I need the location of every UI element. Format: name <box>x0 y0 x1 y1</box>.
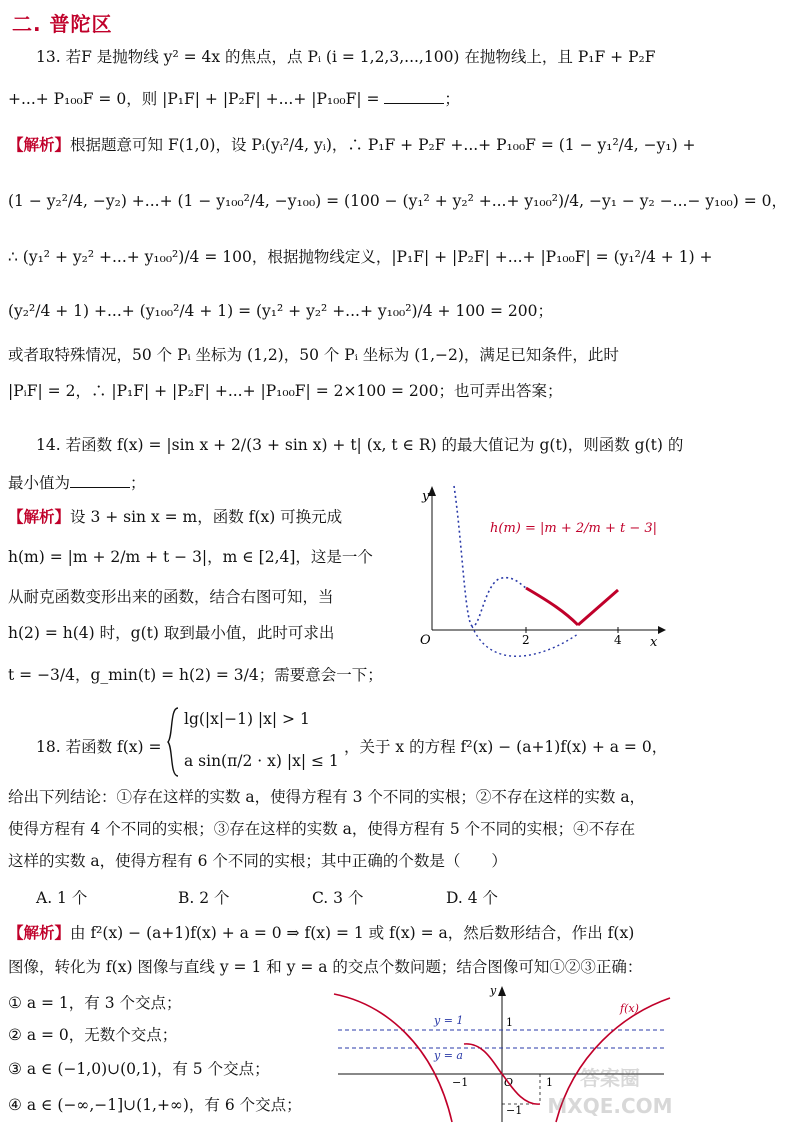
tick-y-neg1: −1 <box>506 1104 523 1117</box>
sol13-line4: (y₂²/4 + 1) +...+ (y₁₀₀²/4 + 1) = (y₁² + y₂² +...+ y₁₀₀²)/4 + 100 = 200； <box>8 302 553 320</box>
h-m-curve-left <box>526 588 578 625</box>
q13-line1: 13. 若F 是抛物线 y² = 4x 的焦点，点 Pᵢ (i = 1,2,3,...,100) 在抛物线上，且 P₁F + P₂F <box>36 48 656 66</box>
origin-label: O <box>420 633 431 648</box>
sol14-line4: h(2) = h(4) 时，g(t) 取到最小值，此时可求出 <box>8 624 335 642</box>
label-y-1: y = 1 <box>434 1014 464 1027</box>
sol18-text1: 由 f²(x) − (a+1)f(x) + a = 0 ⇒ f(x) = 1 或 f(x) = a，然后数形结合，作出 f(x) <box>70 924 635 942</box>
sol18-line2: 图像，转化为 f(x) 图像与直线 y = 1 和 y = a 的交点个数问题；结合图像可知①②③正确： <box>8 958 643 976</box>
sol13-line2: (1 − y₂²/4, −y₂) +...+ (1 − y₁₀₀²/4, −y₁₀₀) = (100 − (y₁² + y₂² +...+ y₁₀₀²)/4, −y₁ − y₂ −...− y₁₀₀) = 0， <box>8 192 787 210</box>
option-d: D. 4 个 <box>446 889 499 907</box>
sol14-line1 <box>8 506 342 528</box>
answer-blank <box>70 473 130 488</box>
sol18-item1: ① a = 1，有 3 个交点； <box>8 994 182 1012</box>
q13-line2-end: ； <box>444 90 460 108</box>
solution-tag: 【解析】 <box>8 923 71 942</box>
sol13-line1 <box>8 134 696 156</box>
q18-line3: 使得方程有 4 个不同的实根；③存在这样的实数 a，使得方程有 5 个不同的实根；④不存在 <box>8 820 636 838</box>
piecewise-brace <box>166 706 180 778</box>
tick-x-neg1: −1 <box>452 1076 469 1089</box>
q14-line2-end: ； <box>130 474 146 492</box>
sol14-line5: t = −3/4，g_min(t) = h(2) = 3/4；需要意会一下； <box>8 666 383 684</box>
x-axis-label: x <box>650 635 658 650</box>
y-axis-label: y <box>490 984 497 997</box>
q18-prefix: 18. 若函数 f(x) = <box>36 738 162 756</box>
sol13-text1: 根据题意可知 F(1,0)，设 Pᵢ(yᵢ²/4, yᵢ)，∴ P₁F + P₂F +...+ P₁₀₀F = (1 − y₁²/4, −y₁) + <box>70 136 696 154</box>
x-axis-arrow <box>658 626 666 634</box>
f-x-label: f(x) <box>620 1002 639 1015</box>
tick-y-1: 1 <box>506 1016 513 1029</box>
q14-line2-text: 最小值为 <box>8 474 71 492</box>
solution-tag: 【解析】 <box>8 507 71 526</box>
sol13-line6: |PᵢF| = 2，∴ |P₁F| + |P₂F| +...+ |P₁₀₀F| = 2×100 = 200；也可弄出答案； <box>8 382 563 400</box>
y-axis-label: y <box>422 489 430 504</box>
graph-h-m <box>410 480 670 680</box>
option-c: C. 3 个 <box>312 889 364 907</box>
nike-curve-dotted <box>454 486 526 626</box>
tick-2: 2 <box>522 633 530 647</box>
q13-line2 <box>8 88 460 110</box>
q18-case2: a sin(π/2 · x) |x| ≤ 1 <box>184 752 339 770</box>
q18-suffix: ，关于 x 的方程 f²(x) − (a+1)f(x) + a = 0， <box>344 738 668 756</box>
q14-line1: 14. 若函数 f(x) = |sin x + 2/(3 + sin x) + t| (x, t ∈ R) 的最大值记为 g(t)，则函数 g(t) 的 <box>36 436 684 454</box>
sol13-line3: ∴ (y₁² + y₂² +...+ y₁₀₀²)/4 = 100，根据抛物线定义，|P₁F| + |P₂F| +...+ |P₁₀₀F| = (y₁²/4 + 1) + <box>8 248 713 266</box>
q13-line2-text: +...+ P₁₀₀F = 0，则 |P₁F| + |P₂F| +...+ |P₁₀₀F| = <box>8 90 385 108</box>
answer-blank <box>384 89 444 104</box>
sol14-line2: h(m) = |m + 2/m + t − 3|，m ∈ [2,4]，这是一个 <box>8 548 373 566</box>
solution-tag: 【解析】 <box>8 135 71 154</box>
watermark: 答案圈 MXQE.COM <box>547 1066 673 1118</box>
h-m-curve-right <box>578 590 618 625</box>
tick-origin: O <box>504 1076 514 1089</box>
label-y-a: y = a <box>434 1049 463 1062</box>
section-title: 二. 普陀区 <box>12 12 113 36</box>
q18-case1: lg(|x|−1) |x| > 1 <box>184 710 310 728</box>
q18-line4: 这样的实数 a，使得方程有 6 个不同的实根；其中正确的个数是（ ） <box>8 852 507 870</box>
sol18-item4: ④ a ∈ (−∞,−1]∪(1,+∞)，有 6 个交点； <box>8 1096 302 1114</box>
tick-4: 4 <box>614 633 622 647</box>
sol18-item3: ③ a ∈ (−1,0)∪(0,1)，有 5 个交点； <box>8 1060 270 1078</box>
sol14-text1: 设 3 + sin x = m，函数 f(x) 可换元成 <box>70 508 343 526</box>
option-b: B. 2 个 <box>178 889 230 907</box>
sol18-line1 <box>8 922 634 944</box>
q18-line2: 给出下列结论：①存在这样的实数 a，使得方程有 3 个不同的实根；②不存在这样的实数 a， <box>8 788 646 806</box>
q14-line2 <box>8 472 146 494</box>
sol18-item2: ② a = 0，无数个交点； <box>8 1026 178 1044</box>
sol13-line5: 或者取特殊情况，50 个 Pᵢ 坐标为 (1,2)，50 个 Pᵢ 坐标为 (1,−2)，满足已知条件，此时 <box>8 346 619 364</box>
sol14-line3: 从耐克函数变形出来的函数，结合右图可知，当 <box>8 588 334 606</box>
h-m-formula: h(m) = |m + 2/m + t − 3| <box>490 521 658 536</box>
option-a: A. 1 个 <box>36 889 88 907</box>
y-axis-arrow <box>498 986 506 996</box>
tick-x-1: 1 <box>546 1076 553 1089</box>
